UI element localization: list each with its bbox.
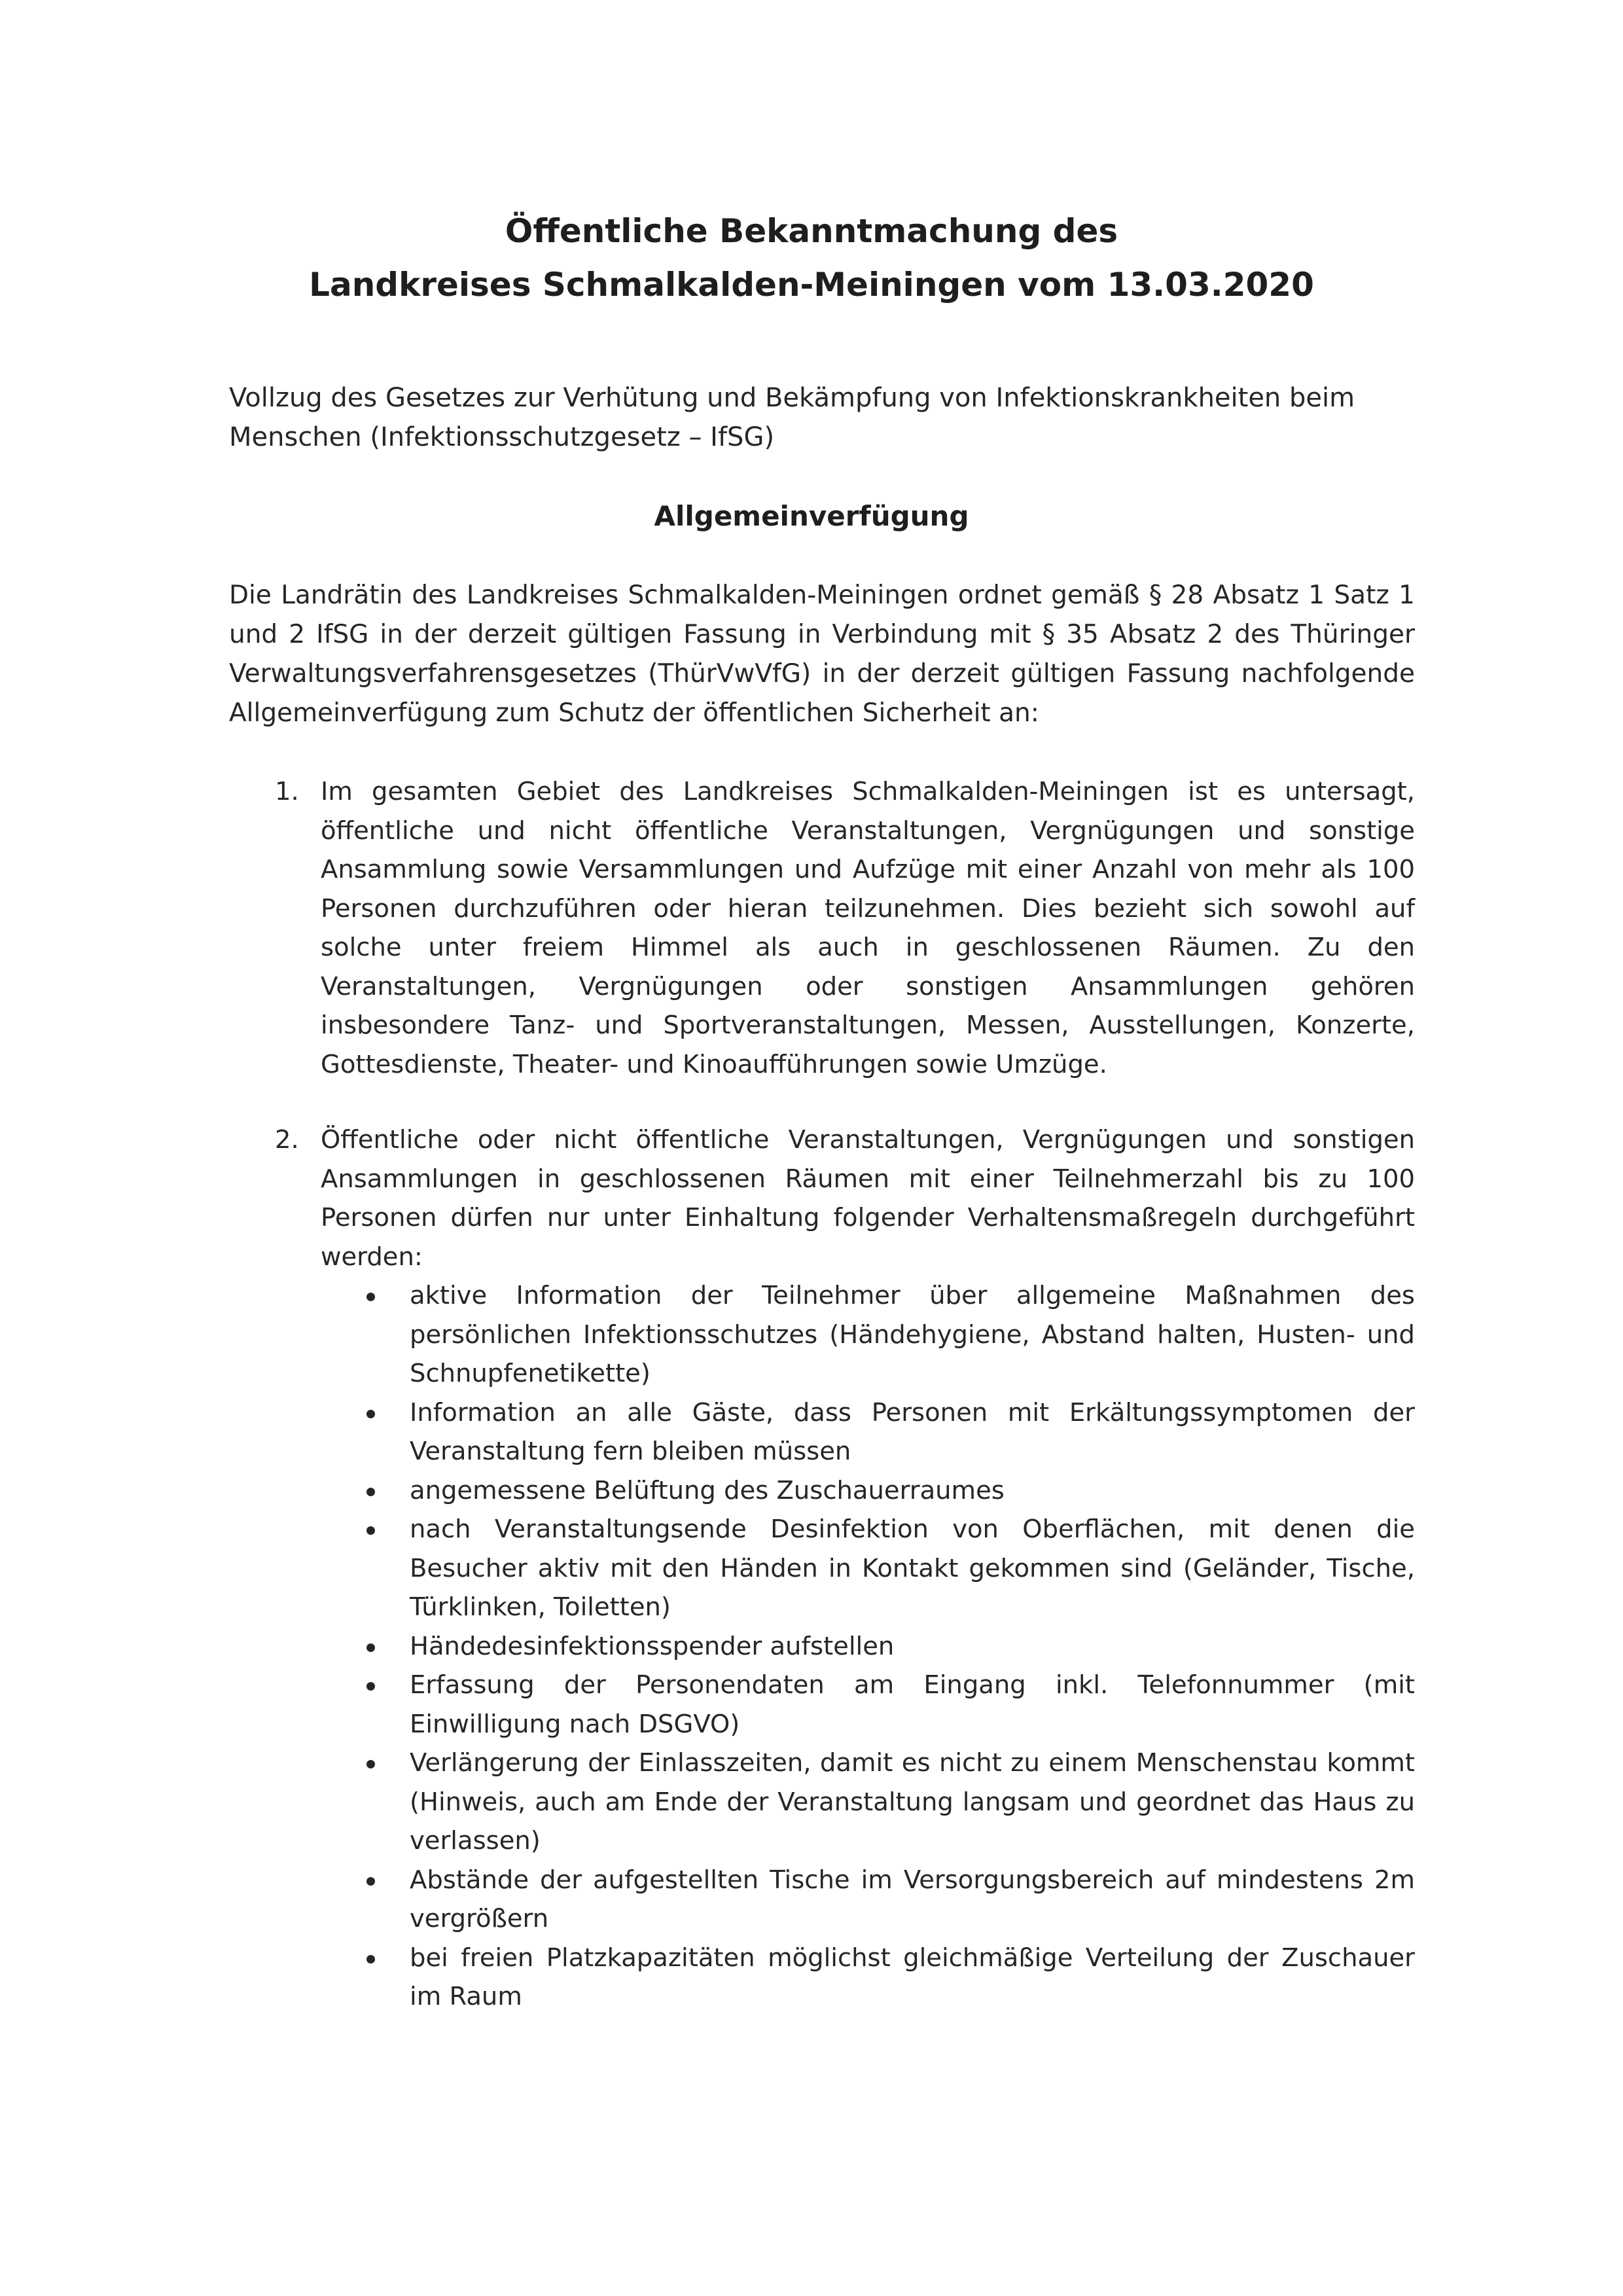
subject-paragraph [229,378,1407,457]
bullet-item [366,1627,1415,1666]
bullet-line: vergrößern [410,1904,549,1933]
bullet-dot-icon [366,1877,375,1886]
bullet-line: Information an alle Gäste, dass Personen mit Erkältungssymptomen der [410,1397,1415,1427]
bullet-text [410,1471,1415,1511]
item-line: Veranstaltungen, Vergnügungen oder sonstigen Ansammlungen gehören [321,971,1415,1001]
item-line: werden: [321,1242,423,1272]
bullet-text [410,1627,1415,1666]
item-text [321,1121,1415,1276]
bullet-text [410,1861,1415,1939]
bullet-line: Veranstaltung fern bleiben müssen [410,1437,851,1466]
bullet-line: angemessene Belüftung des Zuschauerraumes [410,1475,1005,1505]
bullet-line: Besucher aktiv mit den Händen in Kontakt gekommen sind (Geländer, Tische, [410,1553,1415,1583]
bullet-text [410,1510,1415,1627]
subject-line-1: Vollzug des Gesetzes zur Verhütung und Bekämpfung von Infektionskrankheiten beim [229,383,1355,413]
bullet-text [410,1666,1415,1744]
item-line: insbesondere Tanz- und Sportveranstaltungen, Messen, Ausstellungen, Konzerte, [321,1011,1415,1040]
item-line: Personen durchzuführen oder hieran teilzunehmen. Dies bezieht sich sowohl auf [321,893,1415,924]
subject-line-2: Menschen (Infektionsschutzgesetz – IfSG) [229,422,775,452]
bullet-dot-icon [366,1410,375,1418]
bullet-dot-icon [366,1526,375,1535]
bullet-dot-icon [366,1293,375,1301]
intro-line: und 2 IfSG in der derzeit gültigen Fassung in Verbindung mit § 35 Absatz 2 des Thüringer [229,620,1415,649]
bullet-item [366,1471,1415,1511]
intro-paragraph [229,576,1415,733]
bullet-line: persönlichen Infektionsschutzes (Händehygiene, Abstand halten, Husten- und [410,1319,1415,1350]
bullet-line: bei freien Platzkapazitäten möglichst gleichmäßige Verteilung der Zuschauer [410,1943,1415,1973]
document-title [0,204,1623,312]
title-line-2: Landkreises Schmalkalden-Meiningen vom 13.03.2020 [309,266,1314,304]
bullet-line: verlassen) [410,1826,541,1856]
bullet-text [410,1276,1415,1393]
item-line: Öffentliche oder nicht öffentliche Veranstaltungen, Vergnügungen und sonstigen [321,1125,1415,1155]
intro-line: Allgemeinverfügung zum Schutz der öffentlichen Sicherheit an: [229,698,1039,728]
bullet-text [410,1744,1415,1861]
bullet-item [366,1510,1415,1627]
bullet-line: aktive Information der Teilnehmer über allgemeine Maßnahmen des [410,1281,1415,1310]
bullet-text [410,1939,1415,2017]
bullet-line: Abstände der aufgestellten Tische im Versorgungsbereich auf mindestens 2m [410,1865,1415,1895]
bullet-line: Schnupfenetikette) [410,1359,651,1388]
bullet-dot-icon [366,1488,375,1496]
item-text [321,772,1415,1084]
item-line: Im gesamten Gebiet des Landkreises Schmalkalden-Meiningen ist es untersagt, [321,777,1415,806]
bullet-item [366,1744,1415,1861]
item-line: Personen dürfen nur unter Einhaltung folgender Verhaltensmaßregeln durchgeführt [321,1203,1415,1232]
bullet-text [410,1393,1415,1471]
section-heading: Allgemeinverfügung [654,500,969,532]
bullet-item [366,1861,1415,1939]
item-number: 2. [275,1125,299,1155]
bullet-item [366,1393,1415,1471]
bullet-item [366,1276,1415,1393]
title-line-1: Öffentliche Bekanntmachung des [505,212,1118,250]
bullet-line: Einwilligung nach DSGVO) [410,1709,740,1739]
intro-line: Verwaltungsverfahrensgesetzes (ThürVwVfG) in der derzeit gültigen Fassung nachfolgende [229,659,1415,689]
bullet-dot-icon [366,1682,375,1691]
bullet-item [366,1666,1415,1744]
bullet-dot-icon [366,1955,375,1964]
bullet-dot-icon [366,1760,375,1768]
item-line: Ansammlung sowie Versammlungen und Aufzüge mit einer Anzahl von mehr als 100 [321,855,1415,884]
bullet-line: (Hinweis, auch am Ende der Veranstaltung langsam und geordnet das Haus zu [410,1787,1415,1817]
bullet-list [366,1276,1415,2017]
bullet-line: Händedesinfektionsspender aufstellen [410,1631,895,1661]
item-line: öffentliche und nicht öffentliche Veranstaltungen, Vergnügungen und sonstige [321,816,1415,846]
bullet-line: im Raum [410,1982,522,2011]
item-number: 1. [275,777,299,806]
item-line: Ansammlungen in geschlossenen Räumen mit einer Teilnehmerzahl bis zu 100 [321,1164,1415,1194]
bullet-line: nach Veranstaltungsende Desinfektion von Oberflächen, mit denen die [410,1515,1415,1544]
item-line: solche unter freiem Himmel als auch in geschlossenen Räumen. Zu den [321,933,1415,962]
bullet-line: Türklinken, Toiletten) [410,1592,671,1622]
intro-line: Die Landrätin des Landkreises Schmalkalden-Meiningen ordnet gemäß § 28 Absatz 1 Satz 1 [229,581,1415,610]
bullet-item [366,1939,1415,2017]
bullet-line: Erfassung der Personendaten am Eingang inkl. Telefonnummer (mit [410,1670,1415,1700]
bullet-dot-icon [366,1643,375,1652]
item-line: Gottesdienste, Theater- und Kinoaufführungen sowie Umzüge. [321,1049,1107,1079]
bullet-line: Verlängerung der Einlasszeiten, damit es nicht zu einem Menschenstau kommt [410,1748,1415,1778]
